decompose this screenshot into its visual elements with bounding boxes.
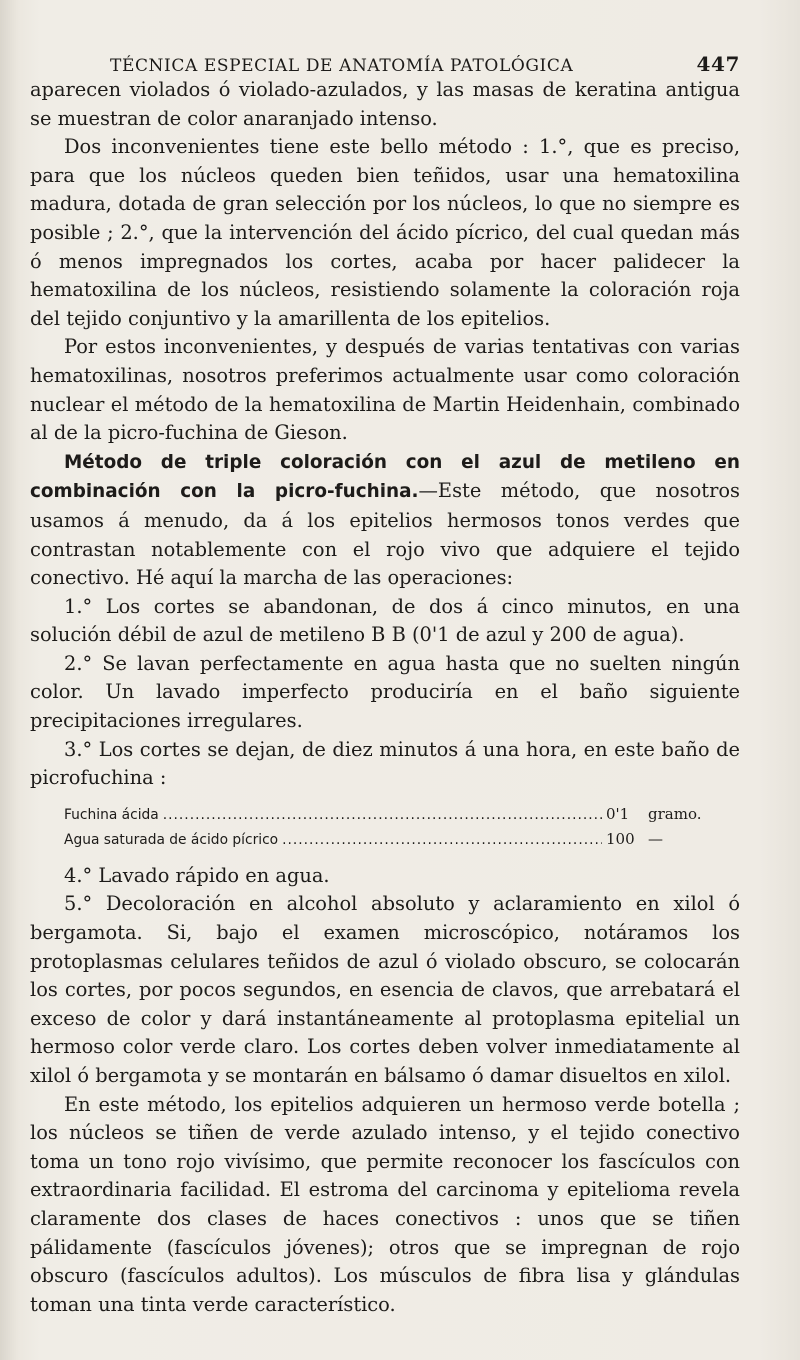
paragraph-heidenhain: Por estos inconvenientes, y después de varias tentativas con varias hematoxilinas, nosotros preferimos actualmente usar como coloración nuclear el método de la hematoxilina de Martin Heidenhain, combinado al de la picro-fuchina de Gieson. — [30, 335, 740, 445]
page-body — [30, 76, 740, 1319]
ingredient-qty: 100 — [606, 829, 635, 848]
picrofuchina-recipe — [64, 802, 740, 852]
page-number: 447 — [696, 52, 740, 76]
section-intro: —Este método, que nosotros usamos á menudo, da á los epitelios hermosos tonos verdes que contrastan notablemente con el rojo vivo que adquiere el tejido conectivo. Hé aquí la marcha de las operaciones: — [30, 479, 740, 590]
paragraph-inconvenientes: Dos inconvenientes tiene este bello método : 1.°, que es preciso, para que los núcleos queden bien teñidos, usar una hematoxilina madura, dotada de gran selección por los núcleos, lo que no siempre es posible ; 2.°, que la intervención del ácido pícrico, del cual quedan más ó menos impregnados los cortes, acaba por hacer palidecer la hematoxilina de los núcleos, resistiendo solamente la coloración roja del tejido conjuntivo y la amarillenta de los epitelios. — [30, 135, 740, 330]
section-heading: Método de triple coloración con el azul de metileno en combinación con la picro-fuchina. — [30, 451, 740, 503]
step-1: 1.° Los cortes se abandonan, de dos á cinco minutos, en una solución débil de azul de metileno B B (0'1 de azul y 200 de agua). — [30, 594, 740, 647]
recipe-row — [64, 827, 740, 852]
ingredient-unit: — — [648, 829, 663, 848]
ingredient-name: Fuchina ácida — [64, 806, 159, 823]
ingredient-unit: gramo. — [648, 804, 702, 823]
step-4: 4.° Lavado rápido en agua. — [64, 863, 330, 887]
leader-dots — [163, 803, 602, 827]
recipe-row — [64, 802, 740, 827]
ingredient-name: Agua saturada de ácido pícrico — [64, 831, 279, 848]
leader-dots — [282, 828, 602, 852]
step-2: 2.° Se lavan perfectamente en agua hasta que no suelten ningún color. Un lavado imperfecto produciría en el baño siguiente precipitaciones irregulares. — [30, 651, 740, 733]
step-3: 3.° Los cortes se dejan, de diez minutos á una hora, en este baño de picrofuchina : — [30, 737, 740, 790]
running-header — [110, 52, 740, 76]
running-title: TÉCNICA ESPECIAL DE ANATOMÍA PATOLÓGICA — [110, 56, 574, 76]
step-5: 5.° Decoloración en alcohol absoluto y aclaramiento en xilol ó bergamota. Si, bajo el examen microscópico, notáramos los protoplasmas celulares teñidos de azul ó violado obscuro, se colocarán los cortes, por pocos segundos, en esencia de clavos, que arrebatará el exceso de color y dará instantáneamente al protoplasma epitelial un hermoso color verde claro. Los cortes deben volver inmediatamente al xilol ó bergamota y se montarán en bálsamo ó damar disueltos en xilol. — [30, 892, 740, 1087]
ingredient-qty: 0'1 — [606, 804, 630, 823]
paragraph-resultados: En este método, los epitelios adquieren un hermoso verde botella ; los núcleos se tiñen de verde azulado intenso, y el tejido conectivo toma un tono rojo vivísimo, que permite reconocer los fascículos con extraordinaria facilidad. El estroma del carcinoma y epitelioma revela claramente dos clases de haces conectivos : unos que se tiñen pálidamente (fascículos jóvenes); otros que se impregnan de rojo obscuro (fascículos adultos). Los músculos de fibra lisa y glándulas toman una tinta verde característico. — [30, 1092, 740, 1316]
paragraph-continuation: aparecen violados ó violado-azulados, y las masas de keratina antigua se muestran de color anaranjado intenso. — [30, 78, 740, 130]
paragraph-triple-coloracion — [30, 448, 740, 593]
